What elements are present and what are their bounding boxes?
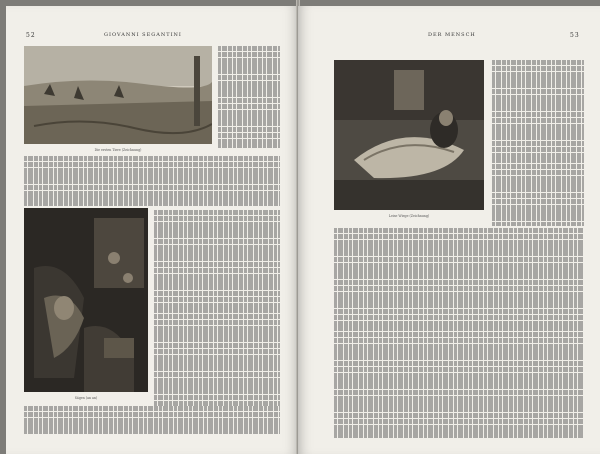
left-page-number: 52 [26, 32, 36, 39]
left-lower-column [154, 210, 280, 406]
left-running-head: GIOVANNI SEGANTINI [104, 32, 182, 38]
field-workers-illustration [24, 46, 212, 144]
right-main-text [334, 228, 584, 438]
bottom-caption: Sägen (an an) [74, 396, 98, 400]
interior-illustration [24, 208, 148, 392]
right-narrow-column [492, 60, 584, 226]
cradle-illustration [334, 60, 484, 210]
left-page [6, 6, 298, 454]
top-caption: Die ersten Tiere (Zeichnung) [94, 148, 142, 152]
right-caption: Leise Wiege (Zeichnung) [388, 214, 430, 218]
right-running-head: DER MENSCH [428, 32, 476, 38]
left-upper-text-block [24, 156, 280, 206]
left-narrow-column [218, 46, 280, 148]
left-bottom-text [24, 406, 280, 436]
right-page-number: 53 [570, 32, 580, 39]
right-page [298, 6, 600, 454]
